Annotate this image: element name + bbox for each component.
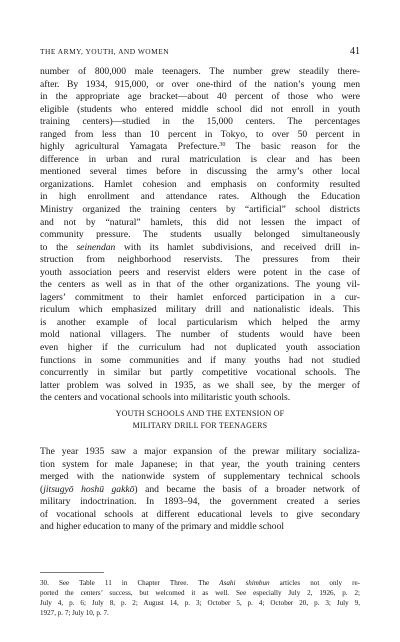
text-line: community pressure. The students usually belonged simultaneously [40,229,360,241]
text-line: mold national villagers. The number of students would have been [40,329,360,341]
text-line [40,242,360,255]
text-line: number of 800,000 male teenagers. The number grew steadily there- [40,66,360,77]
text-line: military indoctrination. In 1893–94, the government created a series [40,496,360,508]
text-line: Ministry organized the training centers by “artificial” school districts [40,204,360,216]
text-line: merged with the nationwide system of supplementary technical schools [40,471,360,483]
text-segment: 30. See Table 11 in Chapter Three. The [40,579,220,587]
text-line: after. By 1934, 915,000, or over one-third of the nation’s young men [40,78,360,90]
text-segment: ) and became the basis of a broader network of [134,483,360,495]
heading-line: MILITARY DRILL FOR TEENAGERS [132,421,268,431]
text-line: The year 1935 saw a major expansion of the prewar military socializa- [40,446,360,457]
text-line: is another example of local particularism which helped the army [40,316,360,328]
text-line: tion system for male Japanese; in that year, the youth training centers [40,458,360,470]
text-line [40,484,360,497]
text-segment: The basic reason for the [225,141,360,153]
section-heading [40,408,360,432]
text-line: and not by “natural” hamlets, this did not lessen the impact of [40,216,360,228]
text-segment: highly agricultural Yamagata Prefecture. [40,141,220,153]
text-line: even higher if the curriculum had not duplicated youth association [40,342,360,354]
text-line: ranged from less than 10 percent in Tokyo, to over 50 percent in [40,128,360,140]
text-line: of vocational schools at different educational levels to give secondary [40,508,360,520]
text-line: functions in some communities and if many youths had not studied [40,354,360,366]
text-line: riculum which emphasized military drill and nationalistic ideals. This [40,304,360,316]
footnote-rule [40,572,104,573]
footnote-ref: 30 [219,142,226,149]
italic-term: Asahi shimbun [219,579,270,587]
running-title: THE ARMY, YOUTH, AND WOMEN [40,47,170,56]
paragraph-1 [40,66,360,405]
text-line [40,141,360,154]
running-header [40,46,360,57]
footnote-line: July 4, p. 6; July 8, p. 2; August 14, p. 3; October 5, p. 4; October 20, p. 3; July 9, [40,599,360,608]
heading-line: YOUTH SCHOOLS AND THE EXTENSION OF [115,409,285,418]
text-line: lagers’ commitment to their hamlet enforced participation in a cur- [40,291,360,303]
text-line: latter problem was solved in 1935, as we shall see, by the merger of [40,379,360,391]
text-line: the centers as well as in that of the other organizations. The young vil- [40,279,360,291]
footnote-line: 1927, p. 7; July 10, p. 7. [40,609,109,618]
text-segment: with its hamlet subdivisions, and received drill in- [115,241,360,253]
text-line: in the appropriate age bracket—about 40 percent of those who were [40,91,360,103]
text-line: organizations. Hamlet cohesion and emphasis on conformity resulted [40,178,360,190]
text-segment: to the [40,241,77,253]
text-line: difference in urban and rural matriculation is clear and has been [40,153,360,165]
italic-term: seinendan [76,241,116,253]
text-segment: articles not only re- [269,579,360,587]
footnote-line: ported the centers’ success, but welcomed it as well. See especially July 2, 1926, p. 2; [40,589,360,598]
text-line: training centers)—studied in the 15,000 centers. The percentages [40,116,360,128]
text-line: and higher education to many of the primary and middle school [40,521,285,533]
text-line: in high enrollment and attendance rates. Although the Education [40,191,360,203]
text-line: struction from neighborhood reservists. The pressures from their [40,254,360,266]
text-line: mentioned several times before in discussing the army’s other local [40,166,360,178]
text-line: concurrently in similar but partly competitive vocational schools. The [40,367,360,379]
text-line: the centers and vocational schools into militaristic youth schools. [40,392,291,404]
text-segment: ( [40,483,44,495]
text-line: youth association peers and reservist elders were potent in the case of [40,266,360,278]
footnote [40,578,360,618]
paragraph-2 [40,446,360,534]
page-number: 41 [350,46,360,57]
footnote-line [40,578,360,588]
italic-term: jitsugyō hoshū gakkō [43,483,135,495]
text-line: eligible (students who entered middle school did not enroll in youth [40,103,360,115]
